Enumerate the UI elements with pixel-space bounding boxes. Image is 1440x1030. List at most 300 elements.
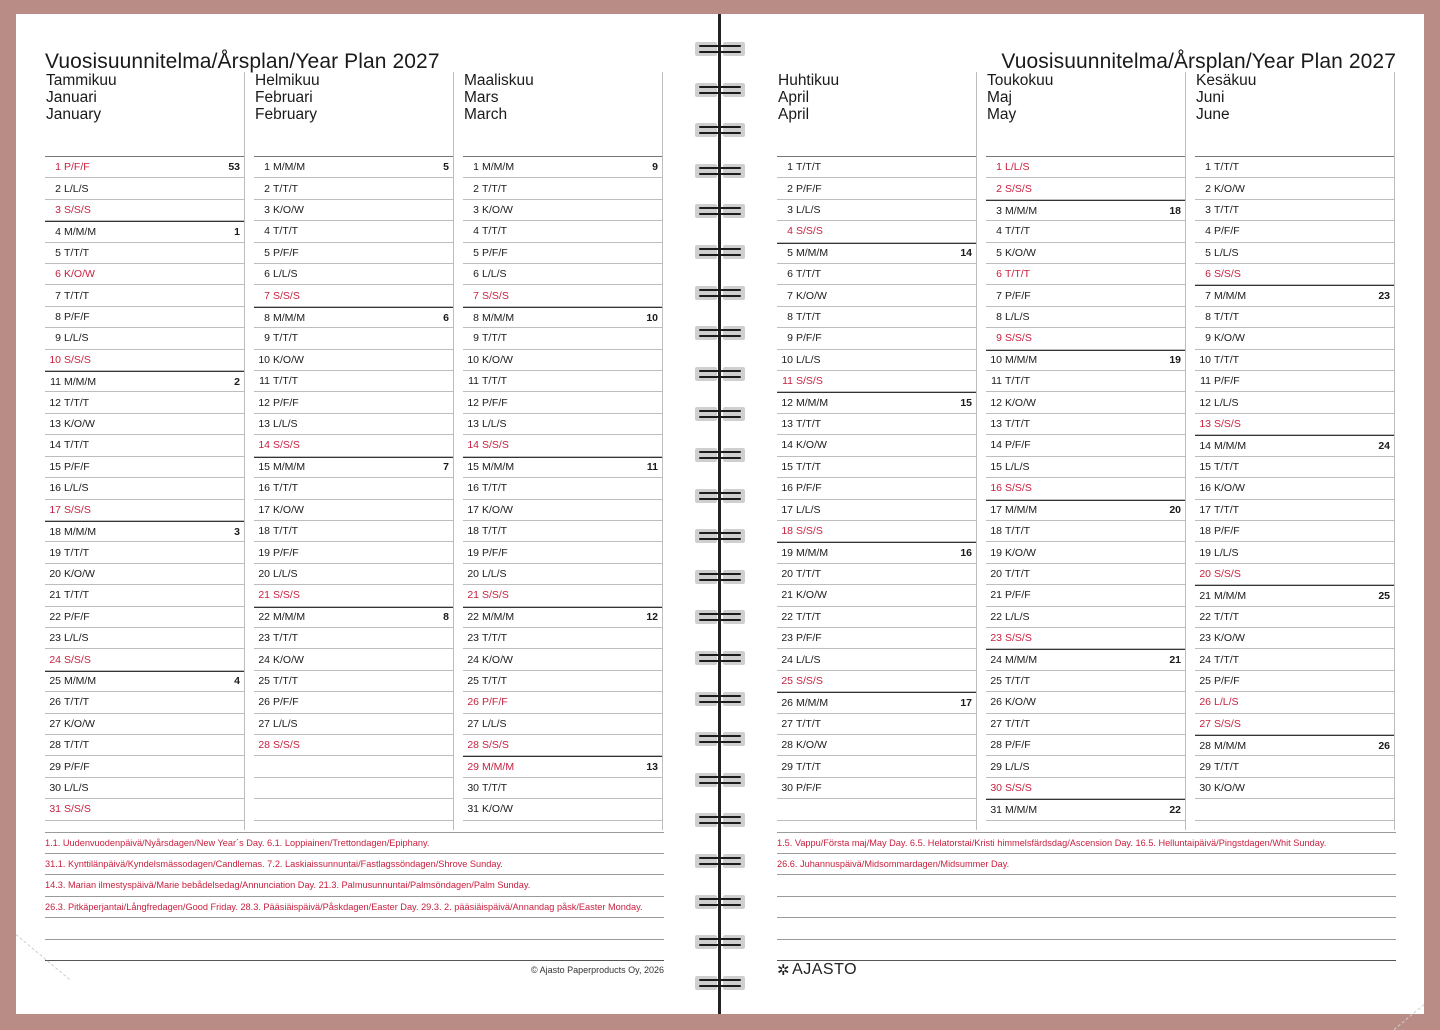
day-row[interactable] [254,607,453,628]
page-corner-mark [1370,1004,1424,1030]
day-row[interactable] [1195,414,1394,435]
weekday-name: K/O/W [1214,182,1245,195]
day-row[interactable] [463,478,662,499]
day-row[interactable] [463,799,662,820]
day-row[interactable] [254,221,453,242]
day-row[interactable] [1195,756,1394,777]
day-row[interactable] [463,756,662,777]
weekday-name: M/M/M [1214,290,1247,303]
weekday-name: P/F/F [796,781,822,794]
day-row[interactable] [45,200,244,221]
day-row[interactable] [254,371,453,392]
day-row[interactable] [254,243,453,264]
weekday-name: P/F/F [273,246,299,259]
day-row[interactable] [986,221,1185,242]
weekday-name: S/S/S [64,204,91,217]
day-number: 10 [258,353,270,366]
day-row[interactable] [986,714,1185,735]
day-row[interactable] [1195,778,1394,799]
day-row[interactable] [45,178,244,199]
day-number: 21 [467,589,479,602]
day-row[interactable] [45,243,244,264]
week-number: 9 [652,161,658,174]
day-row[interactable] [986,243,1185,264]
day-number: 6 [1205,268,1211,281]
holiday-note-line[interactable]: 26.3. Pitkäperjantai/Långfredagen/Good Friday. 28.3. Pääsiäispäivä/Påskdagen/Easter Day. 29.3. 2. pääsiäispäivä/Annandag påsk/Easter Monday. [45,897,664,919]
weekday-name: M/M/M [273,611,306,624]
day-row[interactable] [463,221,662,242]
day-row[interactable] [777,778,976,799]
day-row[interactable] [45,649,244,670]
holiday-note-line[interactable] [777,897,1396,919]
day-row[interactable] [777,200,976,221]
day-number: 19 [49,546,61,559]
weekday-name: T/T/T [64,589,90,602]
ajasto-logo [777,961,857,979]
day-row[interactable] [254,564,453,585]
day-row[interactable] [777,350,976,371]
holiday-note-line[interactable]: 31.1. Kynttilänpäivä/Kyndelsmässodagen/Candlemas. 7.2. Laskiaissunnuntai/Fastlagssöndagen/Shrove Sunday. [45,854,664,876]
day-row[interactable] [986,799,1185,820]
day-row[interactable] [777,607,976,628]
day-row[interactable] [777,564,976,585]
day-row[interactable] [777,178,976,199]
day-number: 20 [781,567,793,580]
day-row[interactable] [1195,200,1394,221]
day-row[interactable] [1195,157,1394,178]
day-row[interactable] [777,457,976,478]
day-row[interactable] [254,735,453,756]
day-row[interactable] [254,542,453,563]
weekday-name: T/T/T [482,482,508,495]
day-row[interactable] [1195,542,1394,563]
day-row[interactable] [463,778,662,799]
day-row[interactable] [463,542,662,563]
weekday-name: S/S/S [1214,418,1241,431]
day-row[interactable] [777,735,976,756]
day-number: 2 [55,182,61,195]
day-row[interactable] [986,328,1185,349]
day-row[interactable] [1195,735,1394,756]
day-number: 21 [258,589,270,602]
day-row[interactable] [777,649,976,670]
day-row[interactable] [45,692,244,713]
day-row[interactable] [1195,692,1394,713]
day-row[interactable] [986,649,1185,670]
day-number: 22 [467,611,479,624]
day-row[interactable] [45,714,244,735]
day-row[interactable] [986,478,1185,499]
day-number: 23 [781,632,793,645]
day-row[interactable] [463,735,662,756]
day-row[interactable] [777,521,976,542]
day-row[interactable] [777,328,976,349]
month-name: March [464,106,508,123]
day-number: 19 [1199,546,1211,559]
day-row[interactable] [254,328,453,349]
day-row[interactable] [1195,521,1394,542]
day-row[interactable] [254,200,453,221]
holiday-note-line[interactable] [777,940,1396,962]
day-row[interactable] [986,500,1185,521]
day-row[interactable] [45,564,244,585]
day-row[interactable] [463,628,662,649]
day-row[interactable] [254,521,453,542]
week-number: 16 [960,547,972,560]
weekday-name: S/S/S [796,674,823,687]
day-row[interactable] [1195,328,1394,349]
holiday-note-line[interactable] [777,875,1396,897]
day-row[interactable] [254,714,453,735]
day-number: 14 [467,439,479,452]
day-row[interactable] [1195,350,1394,371]
day-number: 17 [49,503,61,516]
day-number: 24 [990,654,1002,667]
day-row[interactable] [777,628,976,649]
holiday-note-line[interactable]: 14.3. Marian ilmestyspäivä/Marie bebådelsedag/Annunciation Day. 21.3. Palmusunnuntai/Palmsöndagen/Palm Sunday. [45,875,664,897]
day-row[interactable] [254,157,453,178]
day-row[interactable] [777,756,976,777]
month-name: Tammikuu [46,72,117,89]
day-row[interactable] [986,350,1185,371]
day-number: 25 [467,674,479,687]
day-row[interactable] [777,157,976,178]
day-row[interactable] [1195,671,1394,692]
day-number: 12 [258,396,270,409]
day-row[interactable] [986,457,1185,478]
day-row[interactable] [45,414,244,435]
weekday-name: T/T/T [273,225,299,238]
day-number: 5 [996,246,1002,259]
weekday-name: P/F/F [273,396,299,409]
left-page-title: Vuosisuunnitelma/Årsplan/Year Plan 2027 [45,50,440,73]
day-row[interactable] [986,264,1185,285]
day-row[interactable] [986,521,1185,542]
day-row[interactable] [463,328,662,349]
day-row[interactable] [1195,264,1394,285]
day-row[interactable] [463,350,662,371]
weekday-name: L/L/S [273,567,298,580]
day-row[interactable] [254,692,453,713]
day-number: 23 [49,632,61,645]
spiral-ring [695,690,745,708]
holiday-note-line[interactable] [777,918,1396,940]
week-number: 25 [1378,589,1390,602]
day-row[interactable] [45,521,244,542]
day-row[interactable] [777,585,976,606]
week-number: 21 [1169,654,1181,667]
holiday-note-line[interactable] [45,940,664,962]
weekday-name: L/L/S [482,268,507,281]
day-row[interactable] [45,799,244,820]
day-number: 7 [55,289,61,302]
day-row[interactable] [254,585,453,606]
weekday-name: K/O/W [64,717,95,730]
day-row[interactable] [45,392,244,413]
weekday-name: M/M/M [1005,654,1038,667]
day-row[interactable] [45,478,244,499]
weekday-name: T/T/T [64,439,90,452]
day-row[interactable] [45,157,244,178]
day-row[interactable] [254,671,453,692]
right-page [720,14,1424,1014]
weekday-name: T/T/T [1005,567,1031,580]
week-number: 14 [960,247,972,260]
day-row[interactable] [986,564,1185,585]
holiday-note-line[interactable] [45,918,664,940]
month-header [1195,72,1394,156]
day-row[interactable] [45,542,244,563]
day-row[interactable] [463,435,662,456]
month-name: Februari [255,89,313,106]
day-row[interactable] [463,414,662,435]
weekday-name: K/O/W [64,268,95,281]
day-row[interactable] [777,221,976,242]
day-number: 1 [1205,161,1211,174]
day-row[interactable] [777,478,976,499]
day-row[interactable] [777,414,976,435]
day-list [254,156,453,821]
day-row[interactable] [463,264,662,285]
day-row[interactable] [777,714,976,735]
day-row[interactable] [463,671,662,692]
day-row[interactable] [1195,243,1394,264]
day-row[interactable] [254,478,453,499]
day-row[interactable] [777,799,976,820]
day-row[interactable] [777,392,976,413]
weekday-name: T/T/T [1005,418,1031,431]
day-row[interactable] [986,735,1185,756]
day-row[interactable] [986,371,1185,392]
day-row[interactable] [986,414,1185,435]
weekday-name: P/F/F [1214,375,1240,388]
day-number: 6 [787,268,793,281]
day-row[interactable] [45,285,244,306]
day-row[interactable] [45,435,244,456]
day-number: 7 [473,289,479,302]
day-row[interactable] [45,350,244,371]
day-row[interactable] [254,756,453,777]
day-number: 3 [1205,204,1211,217]
weekday-name: S/S/S [273,589,300,602]
day-row[interactable] [45,585,244,606]
day-row[interactable] [463,285,662,306]
day-row[interactable] [1195,478,1394,499]
day-row[interactable] [1195,799,1394,820]
holiday-note-line[interactable]: 1.5. Vappu/Första maj/May Day. 6.5. Helatorstai/Kristi himmelsfärdsdag/Ascension Day. 16.5. Helluntaipäivä/Pingstdagen/Whit Sunday. [777,832,1396,854]
day-row[interactable] [463,649,662,670]
day-row[interactable] [463,371,662,392]
day-row[interactable] [254,414,453,435]
day-row[interactable] [463,243,662,264]
day-row[interactable] [45,778,244,799]
month-name: Huhtikuu [778,72,840,89]
day-row[interactable] [986,542,1185,563]
day-number: 22 [781,610,793,623]
day-row[interactable] [986,692,1185,713]
day-number: 7 [1205,290,1211,303]
day-number: 9 [787,332,793,345]
weekday-name: M/M/M [273,461,306,474]
weekday-name: P/F/F [796,182,822,195]
day-number: 28 [467,739,479,752]
day-row[interactable] [986,585,1185,606]
day-row[interactable] [463,200,662,221]
day-row[interactable] [1195,564,1394,585]
day-row[interactable] [1195,435,1394,456]
day-number: 30 [781,781,793,794]
day-number: 16 [467,482,479,495]
day-row[interactable] [1195,607,1394,628]
day-row[interactable] [463,157,662,178]
weekday-name: P/F/F [482,546,508,559]
weekday-name: S/S/S [796,225,823,238]
day-row[interactable] [1195,307,1394,328]
day-row[interactable] [777,435,976,456]
day-row[interactable] [463,521,662,542]
day-row[interactable] [986,607,1185,628]
day-number: 1 [264,161,270,174]
weekday-name: S/S/S [1005,781,1032,794]
day-row[interactable] [986,307,1185,328]
day-number: 8 [473,311,479,324]
day-row[interactable] [463,607,662,628]
day-row[interactable] [1195,585,1394,606]
day-row[interactable] [254,799,453,820]
weekday-name: K/O/W [796,289,827,302]
day-row[interactable] [1195,714,1394,735]
day-row[interactable] [777,692,976,713]
day-row[interactable] [254,350,453,371]
day-row[interactable] [777,671,976,692]
weekday-name: M/M/M [482,311,515,324]
day-row[interactable] [1195,178,1394,199]
day-list [45,156,244,821]
day-row[interactable] [1195,500,1394,521]
day-row[interactable] [254,392,453,413]
day-row[interactable] [254,285,453,306]
day-row[interactable] [45,371,244,392]
day-row[interactable] [254,628,453,649]
day-row[interactable] [1195,392,1394,413]
weekday-name: T/T/T [796,717,822,730]
day-row[interactable] [986,628,1185,649]
day-row[interactable] [986,157,1185,178]
day-number: 22 [49,610,61,623]
day-row[interactable] [254,264,453,285]
day-row[interactable] [1195,457,1394,478]
day-row[interactable] [1195,221,1394,242]
day-row[interactable] [254,457,453,478]
day-row[interactable] [45,457,244,478]
day-row[interactable] [45,264,244,285]
day-row[interactable] [777,371,976,392]
day-row[interactable] [254,307,453,328]
day-row[interactable] [45,221,244,242]
holiday-note-line[interactable]: 26.6. Juhannuspäivä/Midsommardagen/Midsummer Day. [777,854,1396,876]
day-row[interactable] [45,500,244,521]
day-row[interactable] [45,307,244,328]
day-row[interactable] [986,200,1185,221]
day-number: 26 [1199,696,1211,709]
weekday-name: M/M/M [796,397,829,410]
day-row[interactable] [254,649,453,670]
day-row[interactable] [463,714,662,735]
day-row[interactable] [254,500,453,521]
day-number: 25 [990,674,1002,687]
day-row[interactable] [463,392,662,413]
day-row[interactable] [1195,628,1394,649]
spiral-ring [695,121,745,139]
weekday-name: S/S/S [273,739,300,752]
day-row[interactable] [45,328,244,349]
week-number: 18 [1169,204,1181,217]
weekday-name: T/T/T [1214,204,1240,217]
day-row[interactable] [45,756,244,777]
day-number: 16 [258,482,270,495]
day-row[interactable] [777,264,976,285]
day-number: 11 [259,375,270,388]
holiday-note-line[interactable]: 1.1. Uudenvuodenpäivä/Nyårsdagen/New Year´s Day. 6.1. Loppiainen/Trettondagen/Epiphany. [45,832,664,854]
weekday-name: P/F/F [1005,589,1031,602]
day-row[interactable] [463,307,662,328]
weekday-name: T/T/T [273,332,299,345]
day-number: 14 [258,439,270,452]
day-number: 26 [467,696,479,709]
day-row[interactable] [254,178,453,199]
spiral-ring [695,608,745,626]
day-row[interactable] [777,542,976,563]
day-row[interactable] [463,500,662,521]
day-row[interactable] [777,307,976,328]
day-row[interactable] [1195,371,1394,392]
day-row[interactable] [254,778,453,799]
day-row[interactable] [986,392,1185,413]
weekday-name: S/S/S [273,439,300,452]
day-row[interactable] [1195,649,1394,670]
day-row[interactable] [986,435,1185,456]
day-row[interactable] [45,671,244,692]
day-row[interactable] [986,178,1185,199]
day-row[interactable] [463,178,662,199]
day-row[interactable] [986,671,1185,692]
day-row[interactable] [986,756,1185,777]
day-row[interactable] [777,500,976,521]
weekday-name: T/T/T [1214,610,1240,623]
day-number: 18 [258,525,270,538]
day-number: 16 [990,482,1002,495]
day-row[interactable] [463,564,662,585]
day-row[interactable] [463,585,662,606]
day-row[interactable] [777,285,976,306]
day-number: 28 [1199,739,1211,752]
day-number: 4 [787,225,793,238]
day-row[interactable] [986,778,1185,799]
day-row[interactable] [45,607,244,628]
day-number: 21 [990,589,1002,602]
day-row[interactable] [986,285,1185,306]
day-row[interactable] [463,692,662,713]
day-row[interactable] [777,243,976,264]
day-row[interactable] [254,435,453,456]
day-row[interactable] [463,457,662,478]
day-row[interactable] [45,628,244,649]
day-row[interactable] [1195,285,1394,306]
day-row[interactable] [45,735,244,756]
day-number: 13 [467,418,479,431]
day-number: 11 [782,375,793,388]
day-number: 24 [781,653,793,666]
